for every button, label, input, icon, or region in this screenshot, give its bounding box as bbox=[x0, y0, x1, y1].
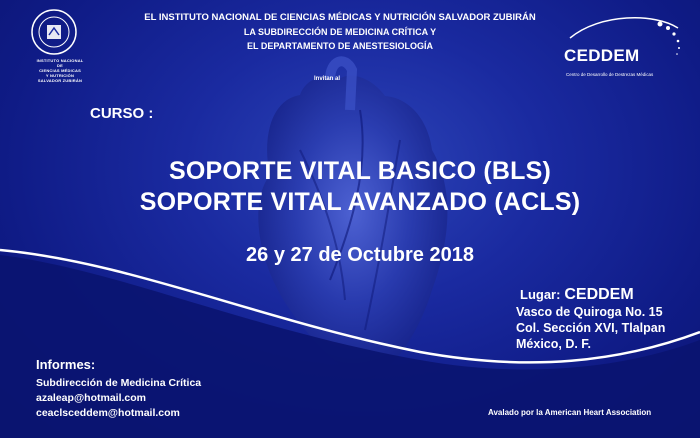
ceddem-subtitle: Centro de Desarrollo de Destrezas Médicas bbox=[566, 72, 654, 77]
contact-email-1[interactable]: azaleap@hotmail.com bbox=[36, 392, 147, 404]
venue-address-city: México, D. F. bbox=[516, 337, 592, 351]
invitation-text: Invitan al bbox=[314, 76, 341, 82]
aha-endorsement: Avalado por la American Heart Association bbox=[488, 408, 652, 417]
contact-heading: Informes: bbox=[36, 357, 96, 372]
venue-address-colonia: Col. Sección XVI, Tlalpan bbox=[516, 321, 666, 335]
venue-name: CEDDEM bbox=[564, 286, 634, 303]
course-label: CURSO : bbox=[90, 105, 154, 122]
contact-email-2[interactable]: ceaclsceddem@hotmail.com bbox=[36, 407, 180, 419]
venue-heading bbox=[520, 286, 634, 304]
contact-department: Subdirección de Medicina Crítica bbox=[36, 377, 202, 389]
institute-seal-logo bbox=[30, 8, 78, 56]
header-departamento: EL DEPARTAMENTO DE ANESTESIOLOGÍA bbox=[246, 41, 434, 51]
header-subdireccion: LA SUBDIRECCIÓN DE MEDICINA CRÍTICA Y bbox=[243, 27, 437, 37]
course-date: 26 y 27 de Octubre 2018 bbox=[246, 244, 474, 266]
ceddem-name: CEDDEM bbox=[564, 46, 640, 65]
course-title-bls: SOPORTE VITAL BASICO (BLS) bbox=[168, 157, 552, 185]
header-institute: EL INSTITUTO NACIONAL DE CIENCIAS MÉDICAS Y NUTRICIÓN SALVADOR ZUBIRÁN bbox=[144, 12, 536, 23]
venue-label: Lugar: bbox=[520, 287, 561, 302]
venue-address-street: Vasco de Quiroga No. 15 bbox=[516, 305, 663, 319]
institute-seal-text: INSTITUTO NACIONAL DE CIENCIAS MÉDICAS Y NUTRICIÓN SALVADOR ZUBIRÁN bbox=[36, 58, 84, 83]
course-title-acls: SOPORTE VITAL AVANZADO (ACLS) bbox=[139, 188, 581, 216]
